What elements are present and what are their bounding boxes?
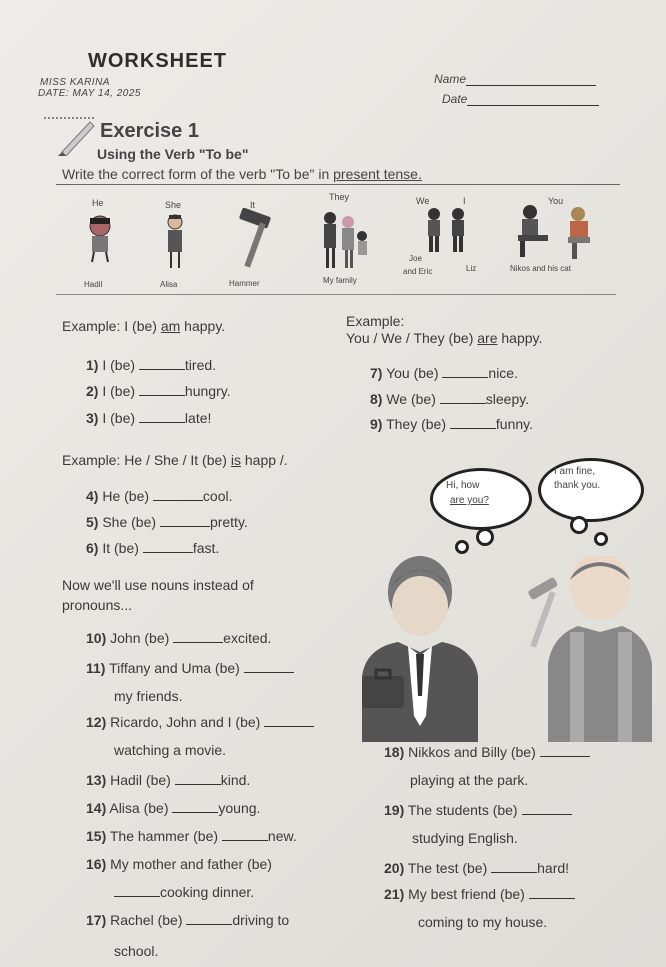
pronoun-she: She bbox=[165, 200, 182, 210]
answer-blank-18[interactable] bbox=[540, 746, 590, 757]
date-field[interactable] bbox=[442, 92, 599, 106]
answer-blank-5[interactable] bbox=[160, 516, 210, 527]
answer-blank-11[interactable] bbox=[244, 662, 294, 673]
question-6: 6) It (be) fast. bbox=[86, 540, 220, 556]
teacher-name: MISS KARINA bbox=[40, 77, 110, 88]
answer-blank-8[interactable] bbox=[440, 393, 486, 404]
pronoun-you: You bbox=[548, 196, 564, 206]
answer-blank-13[interactable] bbox=[175, 774, 221, 785]
question-14: 14) Alisa (be) young. bbox=[86, 800, 261, 816]
question-13: 13) Hadil (be) kind. bbox=[86, 772, 251, 788]
question-21: 21) My best friend (be) bbox=[384, 886, 575, 902]
example-2: You / We / They (be) are happy. bbox=[346, 330, 543, 346]
question-20: 20) The test (be) hard! bbox=[384, 860, 570, 876]
speech-right-line2: thank you. bbox=[554, 480, 601, 491]
boy-and-cat-illustration-icon bbox=[508, 202, 600, 262]
worksheet-title: WORKSHEET bbox=[88, 50, 227, 72]
answer-blank-1[interactable] bbox=[139, 359, 185, 370]
question-1: 1) I (be) tired. bbox=[86, 357, 217, 373]
answer-blank-6[interactable] bbox=[143, 542, 193, 553]
question-17-continuation: school. bbox=[114, 943, 159, 959]
answer-blank-2[interactable] bbox=[139, 385, 185, 396]
answer-blank-12[interactable] bbox=[264, 716, 314, 727]
name-hadil: Hadil bbox=[84, 280, 103, 289]
question-11: 11) Tiffany and Uma (be) bbox=[86, 660, 294, 676]
answer-blank-14[interactable] bbox=[172, 802, 218, 813]
name-and-eric: and Eric bbox=[403, 267, 433, 276]
name-label: Name bbox=[434, 72, 467, 86]
answer-blank-15[interactable] bbox=[222, 830, 268, 841]
pronoun-we: We bbox=[416, 196, 430, 206]
example-2-label: Example: bbox=[346, 313, 405, 329]
pronoun-it: It bbox=[250, 200, 256, 210]
answer-blank-3[interactable] bbox=[139, 412, 185, 423]
exercise-subtitle: Using the Verb "To be" bbox=[97, 146, 249, 162]
question-9: 9) They (be) funny. bbox=[370, 416, 534, 432]
speech-right-line1: I am fine, bbox=[554, 466, 596, 477]
answer-blank-7[interactable] bbox=[442, 367, 488, 378]
hammer-illustration-icon bbox=[234, 208, 278, 270]
exercise-title: Exercise 1 bbox=[100, 120, 199, 142]
boys-illustration-icon bbox=[420, 204, 474, 254]
date-text: DATE: MAY 14, 2025 bbox=[38, 88, 141, 99]
question-7: 7) You (be) nice. bbox=[370, 365, 518, 381]
speech-left-line1: Hi, how bbox=[446, 480, 480, 491]
question-8: 8) We (be) sleepy. bbox=[370, 391, 530, 407]
date-label: Date bbox=[442, 92, 468, 106]
nouns-intro-line1: Now we'll use nouns instead of bbox=[62, 577, 254, 593]
question-5: 5) She (be) pretty. bbox=[86, 514, 248, 530]
pencil-icon bbox=[40, 112, 100, 156]
question-18: 18) Nikkos and Billy (be) bbox=[384, 744, 590, 760]
name-hammer: Hammer bbox=[229, 279, 260, 288]
question-18-continuation: playing at the park. bbox=[410, 772, 529, 788]
name-my-family: My family bbox=[323, 276, 357, 285]
question-4: 4) He (be) cool. bbox=[86, 488, 233, 504]
question-16: 16) My mother and father (be) bbox=[86, 856, 272, 872]
question-16-continuation: cooking dinner. bbox=[114, 884, 254, 900]
pronoun-he: He bbox=[92, 198, 104, 208]
girl-illustration-icon bbox=[160, 212, 190, 270]
answer-blank-20[interactable] bbox=[491, 862, 537, 873]
answer-blank-17[interactable] bbox=[186, 914, 232, 925]
answer-blank-21[interactable] bbox=[529, 888, 575, 899]
answer-blank-4[interactable] bbox=[153, 490, 203, 501]
name-joe: Joe bbox=[409, 254, 422, 263]
businessman-and-worker-illustration-icon bbox=[352, 556, 652, 742]
question-12-continuation: watching a movie. bbox=[114, 742, 227, 758]
answer-blank-9[interactable] bbox=[450, 418, 496, 429]
thought-dot bbox=[594, 532, 608, 546]
example-1: Example: I (be) am happy. bbox=[62, 318, 226, 334]
thought-dot bbox=[455, 540, 469, 554]
thought-dot bbox=[476, 528, 494, 546]
name-alisa: Alisa bbox=[160, 280, 178, 289]
question-10: 10) John (be) excited. bbox=[86, 630, 272, 646]
family-illustration-icon bbox=[318, 208, 374, 272]
name-liz: Liz bbox=[466, 264, 477, 273]
thought-dot bbox=[570, 516, 588, 534]
question-21-continuation: coming to my house. bbox=[418, 914, 548, 930]
example-3: Example: He / She / It (be) is happ /. bbox=[62, 452, 288, 468]
boy-illustration-icon bbox=[82, 212, 118, 264]
nouns-intro-line2: pronouns... bbox=[62, 597, 133, 613]
pronoun-i: I bbox=[463, 196, 466, 206]
question-19-continuation: studying English. bbox=[412, 830, 518, 846]
question-12: 12) Ricardo, John and I (be) bbox=[86, 714, 314, 730]
name-nikos-and-cat: Nikos and his cat bbox=[510, 264, 571, 273]
question-11-continuation: my friends. bbox=[114, 688, 183, 704]
question-19: 19) The students (be) bbox=[384, 802, 572, 818]
name-field[interactable] bbox=[434, 72, 596, 86]
question-2: 2) I (be) hungry. bbox=[86, 383, 231, 399]
question-17: 17) Rachel (be) driving to bbox=[86, 912, 290, 928]
speech-left-line2: are you? bbox=[450, 495, 489, 506]
answer-blank-19[interactable] bbox=[522, 804, 572, 815]
answer-blank-16[interactable] bbox=[114, 886, 160, 897]
answer-blank-10[interactable] bbox=[173, 632, 223, 643]
question-3: 3) I (be) late! bbox=[86, 410, 212, 426]
pronoun-they: They bbox=[329, 192, 350, 202]
question-15: 15) The hammer (be) new. bbox=[86, 828, 297, 844]
exercise-instruction: Write the correct form of the verb "To be" in present tense. bbox=[62, 166, 422, 182]
